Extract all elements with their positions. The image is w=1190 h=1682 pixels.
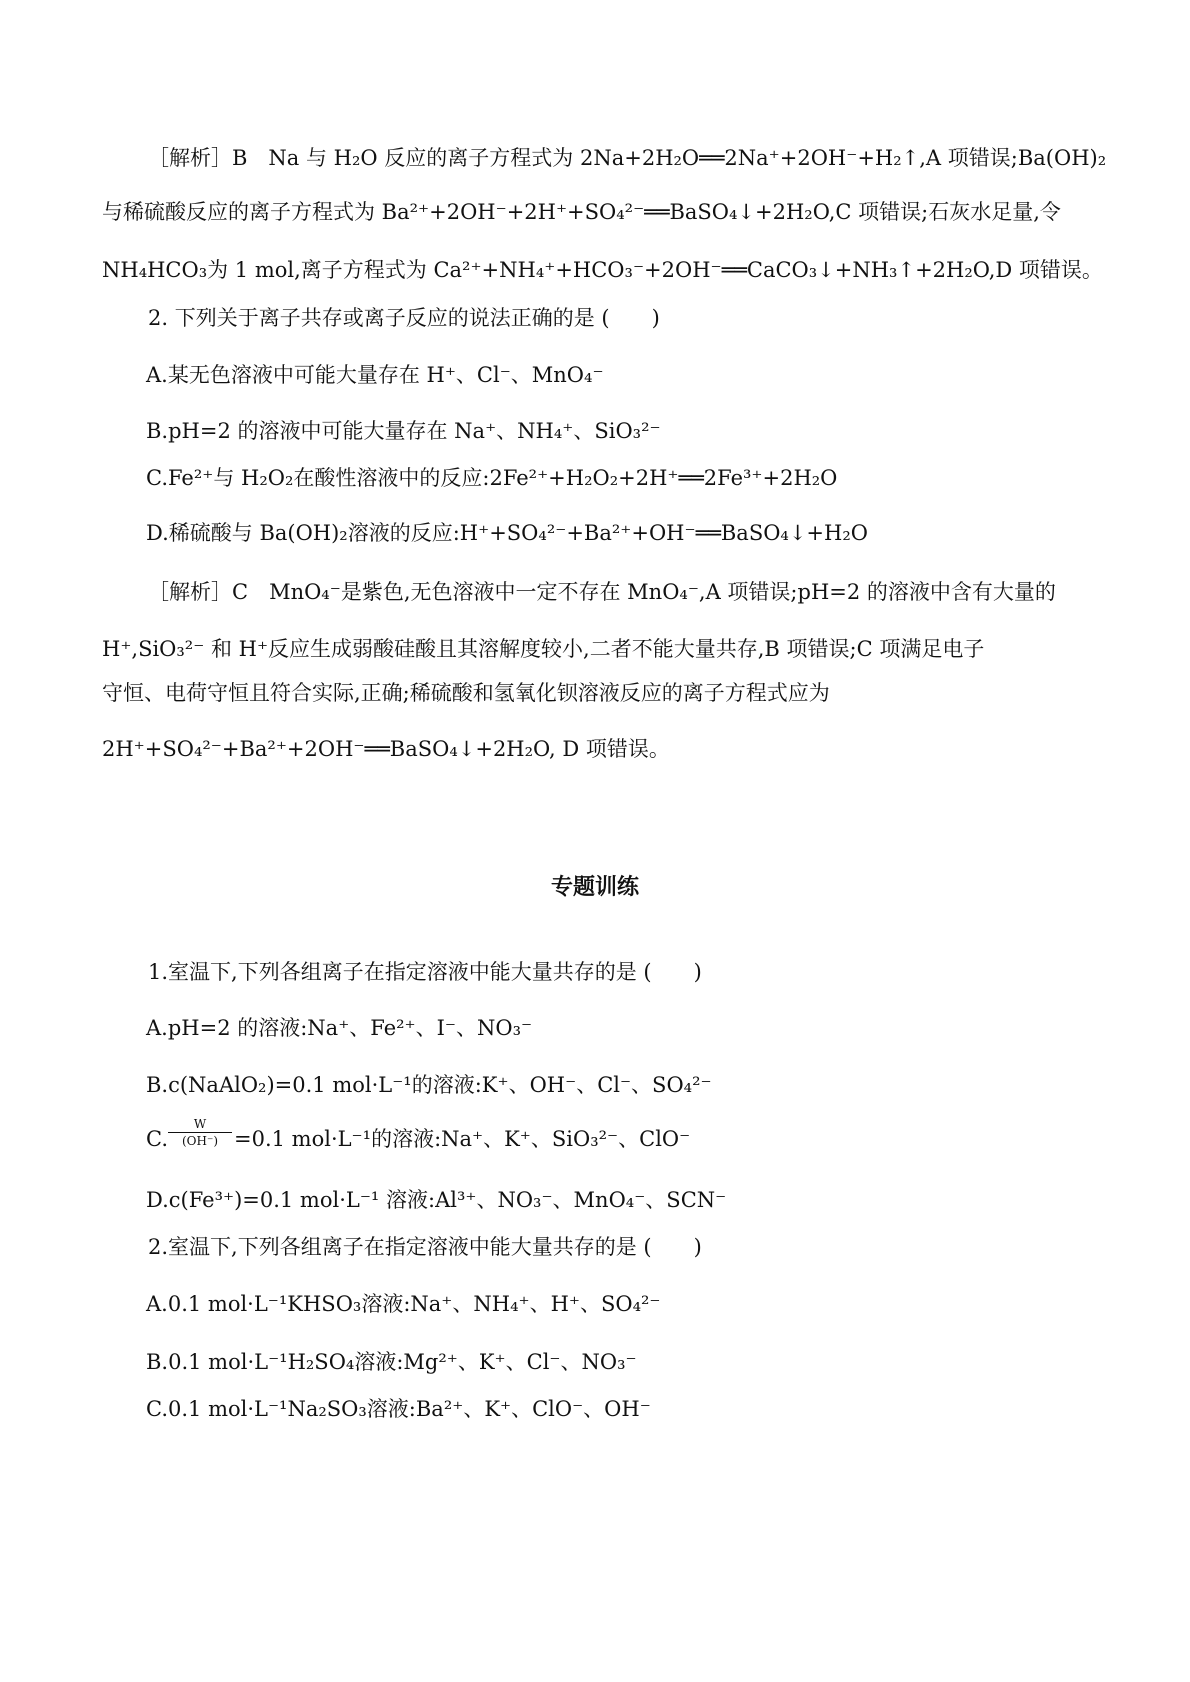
question-2-stem: 2. 下列关于离子共存或离子反应的说法正确的是 ( ) [148,306,660,330]
kw-fraction [168,1117,232,1148]
exercise-2-stem: 2.室温下,下列各组离子在指定溶液中能大量共存的是 ( ) [148,1235,702,1259]
explanation-2-line-1: ［解析］C MnO₄⁻是紫色,无色溶液中一定不存在 MnO₄⁻,A 项错误;pH=2 的溶液中含有大量的 [148,580,1056,604]
exercise-1-option-d: D.c(Fe³⁺)=0.1 mol·L⁻¹ 溶液:Al³⁺、NO₃⁻、MnO₄⁻、SCN⁻ [146,1188,727,1212]
explanation-2-line-4: 2H⁺+SO₄²⁻+Ba²⁺+2OH⁻══BaSO₄↓+2H₂O, D 项错误。 [102,737,670,761]
question-2-option-b: B.pH=2 的溶液中可能大量存在 Na⁺、NH₄⁺、SiO₃²⁻ [146,419,661,443]
question-2-option-c: C.Fe²⁺与 H₂O₂在酸性溶液中的反应:2Fe²⁺+H₂O₂+2H⁺══2Fe³⁺+2H₂O [146,466,838,490]
section-title: 专题训练 [550,875,639,900]
exercise-1-option-c-rest: =0.1 mol·L⁻¹的溶液:Na⁺、K⁺、SiO₃²⁻、ClO⁻ [234,1127,691,1151]
exercise-2-option-b: B.0.1 mol·L⁻¹H₂SO₄溶液:Mg²⁺、K⁺、Cl⁻、NO₃⁻ [146,1350,637,1374]
explanation-1-line-3: NH₄HCO₃为 1 mol,离子方程式为 Ca²⁺+NH₄⁺+HCO₃⁻+2OH⁻══CaCO₃↓+NH₃↑+2H₂O,D 项错误。 [102,258,1103,282]
explanation-1-line-1: ［解析］B Na 与 H₂O 反应的离子方程式为 2Na+2H₂O══2Na⁺+2OH⁻+H₂↑,A 项错误;Ba(OH)₂ [148,146,1107,170]
fraction-denominator: (OH⁻) [182,1134,218,1148]
fraction-numerator: W [193,1117,207,1131]
explanation-2-line-3: 守恒、电荷守恒且符合实际,正确;稀硫酸和氢氧化钡溶液反应的离子方程式应为 [102,681,830,705]
fraction-bar [168,1132,232,1133]
exercise-1-option-a: A.pH=2 的溶液:Na⁺、Fe²⁺、I⁻、NO₃⁻ [146,1016,533,1040]
exercise-1-stem: 1.室温下,下列各组离子在指定溶液中能大量共存的是 ( ) [148,960,702,984]
question-2-option-a: A.某无色溶液中可能大量存在 H⁺、Cl⁻、MnO₄⁻ [146,363,604,387]
explanation-1-line-2: 与稀硫酸反应的离子方程式为 Ba²⁺+2OH⁻+2H⁺+SO₄²⁻══BaSO₄↓+2H₂O,C 项错误;石灰水足量,令 [102,200,1061,224]
question-2-option-d: D.稀硫酸与 Ba(OH)₂溶液的反应:H⁺+SO₄²⁻+Ba²⁺+OH⁻══BaSO₄↓+H₂O [146,521,868,545]
exercise-1-option-c-prefix: C. [146,1127,168,1151]
exercise-2-option-a: A.0.1 mol·L⁻¹KHSO₃溶液:Na⁺、NH₄⁺、H⁺、SO₄²⁻ [146,1292,661,1316]
explanation-2-line-2: H⁺,SiO₃²⁻ 和 H⁺反应生成弱酸硅酸且其溶解度较小,二者不能大量共存,B 项错误;C 项满足电子 [102,637,985,661]
exercise-2-option-c: C.0.1 mol·L⁻¹Na₂SO₃溶液:Ba²⁺、K⁺、ClO⁻、OH⁻ [146,1397,651,1421]
exercise-1-option-b: B.c(NaAlO₂)=0.1 mol·L⁻¹的溶液:K⁺、OH⁻、Cl⁻、SO₄²⁻ [146,1073,712,1097]
